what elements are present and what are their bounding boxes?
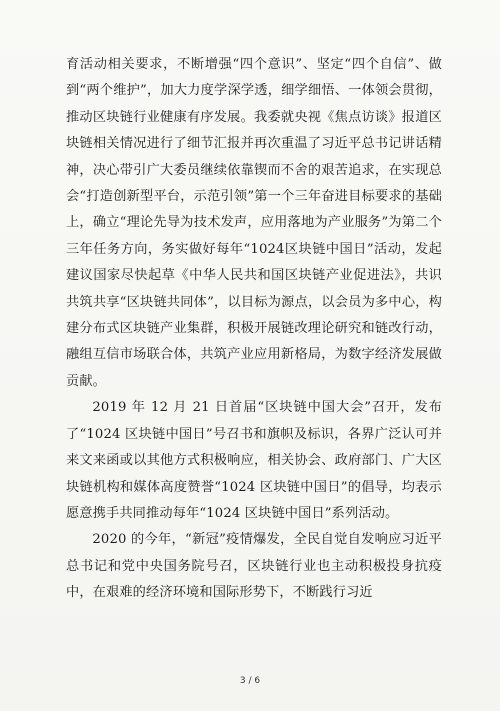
document-body	[66, 52, 442, 607]
paragraph-2: 2019 年 12 月 21 日首届“区块链中国大会”召开，发布了“1024 区块链中国日”号召书和旗帜及标识，各界广泛认可并来文来函或以其他方式积极响应，相关协会、政府部门、广大区块链机构和媒体高度赞誉“1024 区块链中国日”的倡导，均表示愿意携手共同推动每年“1024 区块链中国日”系列活动。	[66, 400, 442, 521]
page-number: 3 / 6	[239, 676, 261, 686]
paragraph-3: 2020 的今年，“新冠”疫情爆发，全民自觉自发响应习近平总书记和党中央国务院号召，区块链行业也主动积极投身抗疫中，在艰难的经济环境和国际形势下，不断践行习近	[66, 532, 442, 601]
paragraph-1: 育活动相关要求，不断增强“四个意识”、坚定“四个自信”、做到“两个维护”，加大力度学深学透，细学细悟、一体领会贯彻，推动区块链行业健康有序发展。我委就央视《焦点访谈》报道区块链相关情况进行了细节汇报并再次重温了习近平总书记讲话精神，决心带引广大委员继续依靠锲而不舍的艰苦追求，在实现总会“打造创新型平台，示范引领”第一个三年奋进目标要求的基础上，确立“理论先导为技术发声，应用落地为产业服务”为第二个三年任务方向，务实做好每年“1024区块链中国日”活动，发起建议国家尽快起草《中华人民共和国区块链产业促进法》，共识共筑共享“区块链共同体”，以目标为源点，以会员为多中心，构建分布式区块链产业集群，积极开展链改理论研究和链改行动，融组互信市场联合体，共筑产业应用新格局，为数字经济发展做贡献。	[66, 57, 442, 389]
